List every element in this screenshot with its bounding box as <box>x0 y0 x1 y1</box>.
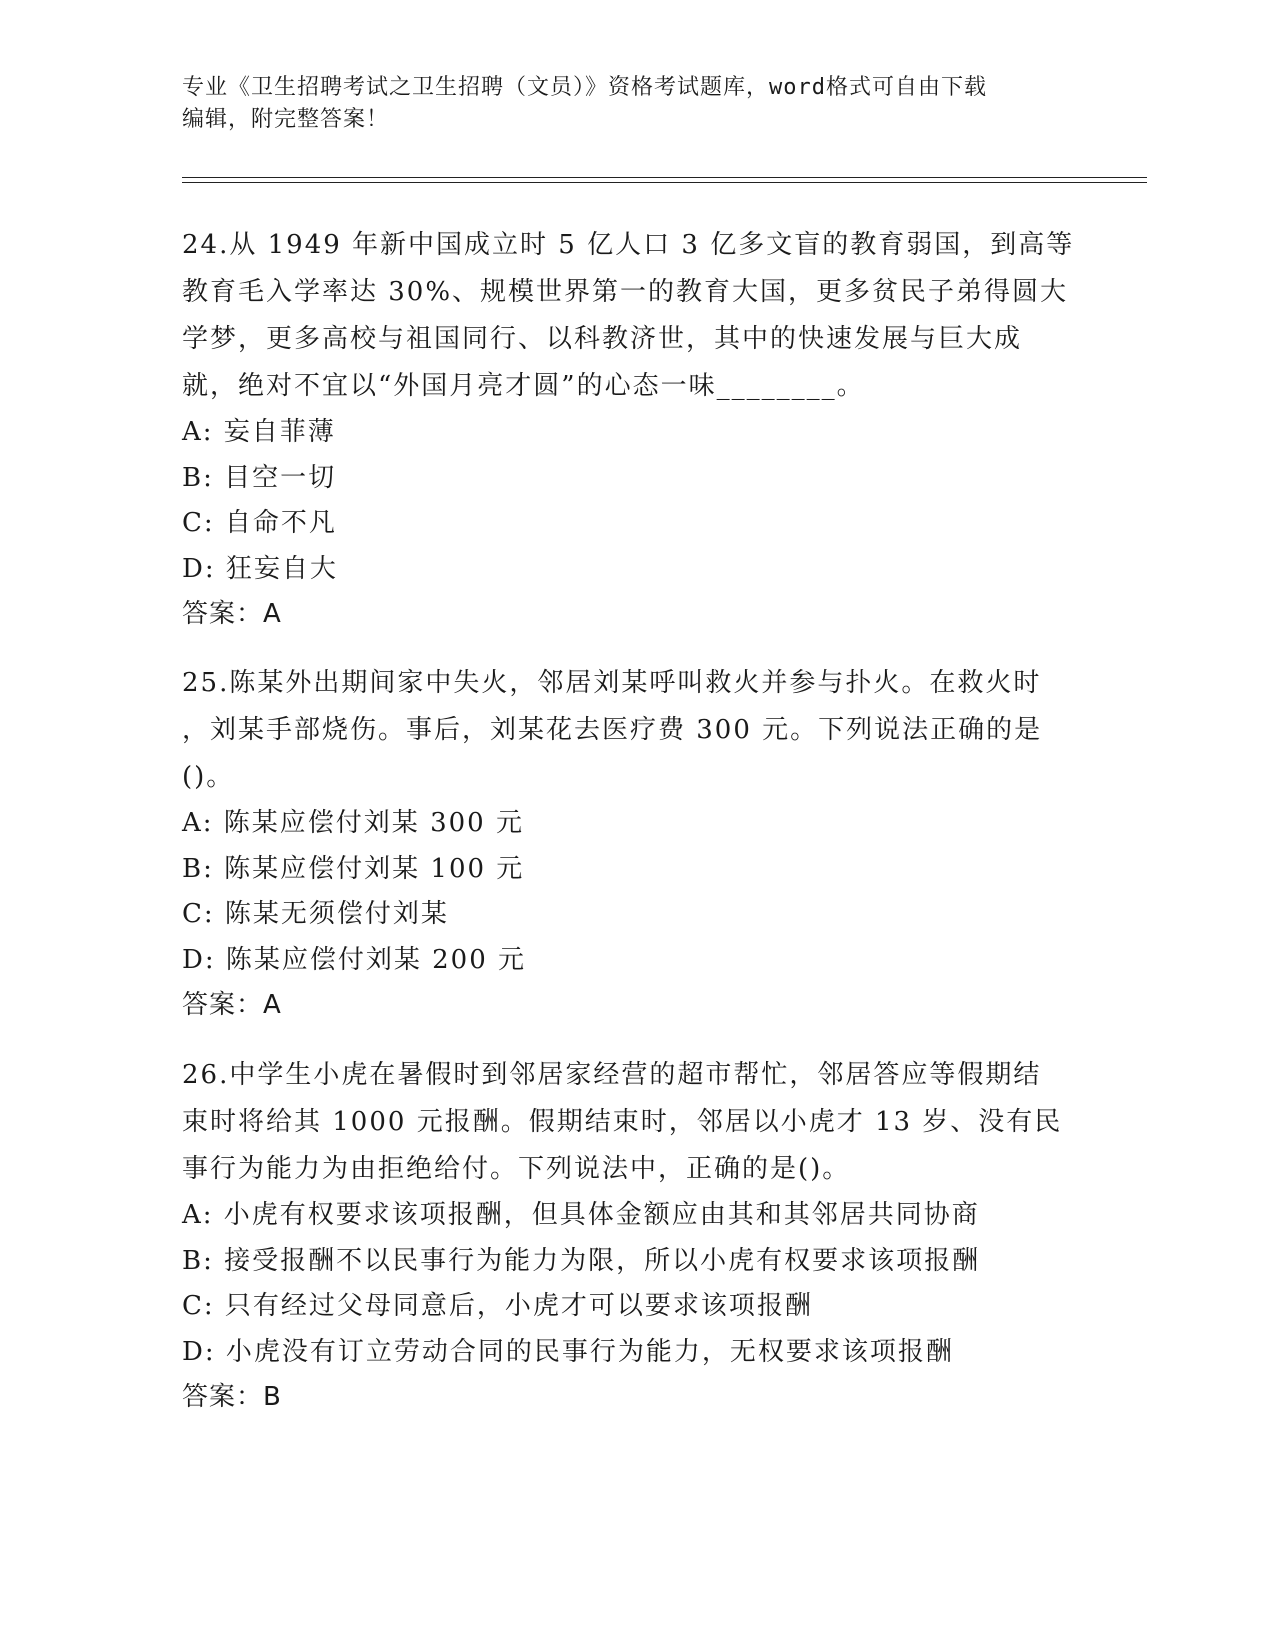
document-header <box>182 72 1062 136</box>
answer-line: 答案：A <box>182 599 282 629</box>
stem-line: 就，绝对不宜以“外国月亮才圆”的心态一味________。 <box>182 371 865 401</box>
option-d: D: 陈某应偿付刘某 200 元 <box>182 944 527 975</box>
option-d: D: 狂妄自大 <box>182 553 338 584</box>
option-d: D: 小虎没有订立劳动合同的民事行为能力，无权要求该项报酬 <box>182 1336 954 1367</box>
header-divider <box>182 182 1147 183</box>
question-stem <box>182 222 1082 410</box>
stem-line: 24.从 1949 年新中国成立时 5 亿人口 3 亿多文盲的教育弱国，到高等 <box>182 230 1075 260</box>
question-26 <box>182 1052 1082 1420</box>
option-c: C: 只有经过父母同意后，小虎才可以要求该项报酬 <box>182 1291 813 1321</box>
answer-line: 答案：A <box>182 990 282 1020</box>
stem-line: 26.中学生小虎在暑假时到邻居家经营的超市帮忙，邻居答应等假期结 <box>182 1060 1042 1090</box>
option-a: A: 妄自菲薄 <box>182 417 336 447</box>
stem-line: 教育毛入学率达 30%、规模世界第一的教育大国，更多贫民子弟得圆大 <box>182 277 1069 307</box>
option-b: B: 目空一切 <box>182 462 337 493</box>
option-a: A: 小虎有权要求该项报酬，但具体金额应由其和其邻居共同协商 <box>182 1200 980 1230</box>
stem-line: 25.陈某外出期间家中失火，邻居刘某呼叫救火并参与扑火。在救火时 <box>182 668 1042 698</box>
stem-line: 事行为能力为由拒绝给付。下列说法中，正确的是()。 <box>182 1154 851 1184</box>
stem-line: 学梦，更多高校与祖国同行、以科教济世，其中的快速发展与巨大成 <box>182 324 1023 354</box>
answer-line: 答案：B <box>182 1382 282 1412</box>
option-a: A: 陈某应偿付刘某 300 元 <box>182 808 524 838</box>
option-b: B: 接受报酬不以民事行为能力为限，所以小虎有权要求该项报酬 <box>182 1245 981 1276</box>
header-line: 编辑，附完整答案！ <box>182 107 390 132</box>
header-divider <box>182 177 1147 178</box>
stem-line: ()。 <box>182 762 235 792</box>
header-line: 专业《卫生招聘考试之卫生招聘（文员）》资格考试题库，word格式可自由下载 <box>182 75 987 100</box>
question-24 <box>182 222 1082 637</box>
stem-line: 束时将给其 1000 元报酬。假期结束时，邻居以小虎才 13 岁、没有民 <box>182 1107 1063 1137</box>
question-stem <box>182 1052 1082 1193</box>
option-c: C: 自命不凡 <box>182 508 337 538</box>
question-25 <box>182 660 1082 1028</box>
question-stem <box>182 660 1082 801</box>
option-c: C: 陈某无须偿付刘某 <box>182 899 449 929</box>
option-b: B: 陈某应偿付刘某 100 元 <box>182 853 525 884</box>
stem-line: ，刘某手部烧伤。事后，刘某花去医疗费 300 元。下列说法正确的是 <box>182 715 1043 745</box>
